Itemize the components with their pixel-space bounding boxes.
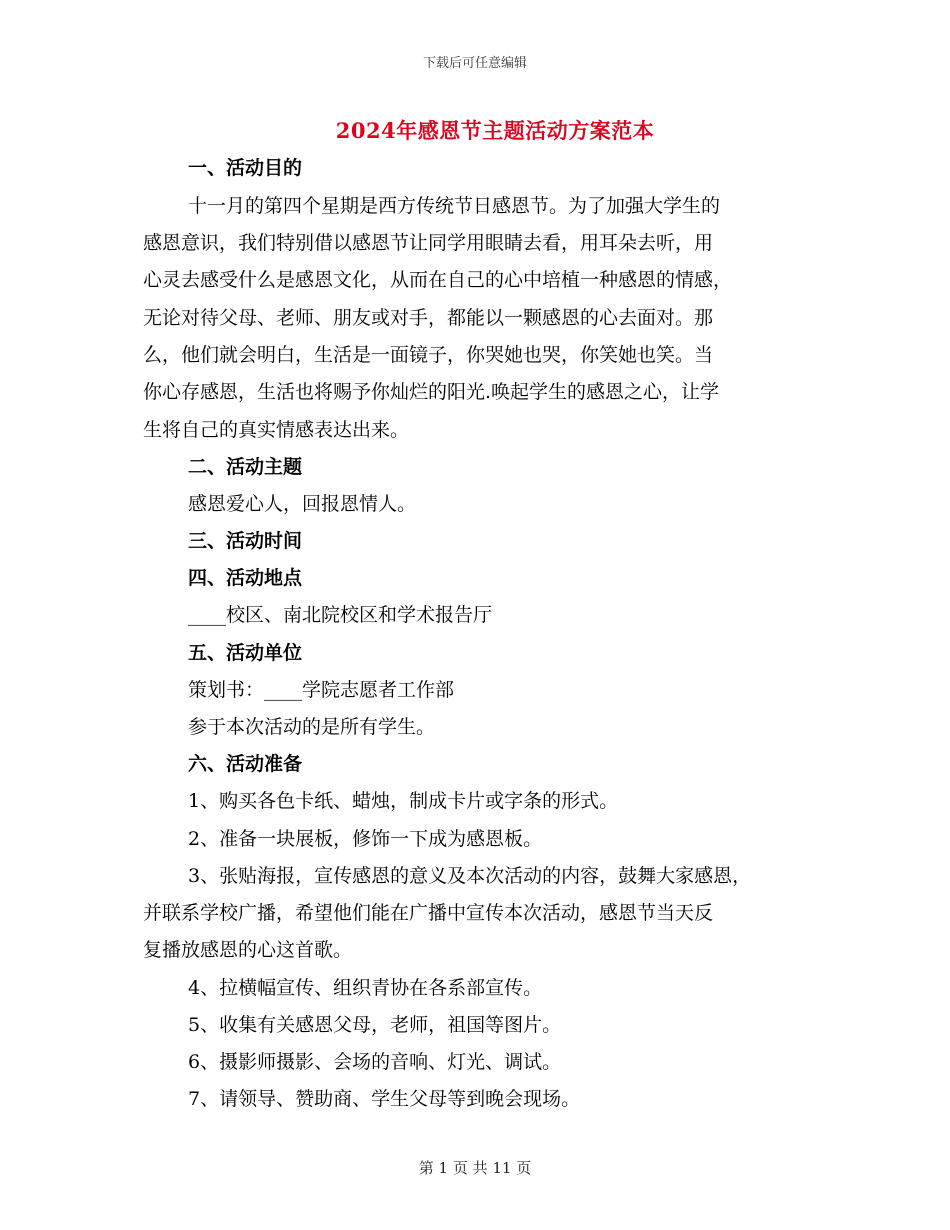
document-title: 2024年感恩节主题活动方案范本 xyxy=(335,118,655,143)
paragraph-line: 策划书：____学院志愿者工作部 xyxy=(188,679,455,701)
list-item: 3、张贴海报，宣传感恩的意义及本次活动的内容，鼓舞大家感恩， xyxy=(188,865,752,887)
list-item: 7、请领导、赞助商、学生父母等到晚会现场。 xyxy=(188,1088,581,1110)
section-heading-time: 三、活动时间 xyxy=(188,530,303,552)
paragraph-line: 你心存感恩，生活也将赐予你灿烂的阳光.唤起学生的感恩之心，让学 xyxy=(143,381,720,403)
list-item: 并联系学校广播，希望他们能在广播中宣传本次活动，感恩节当天反 xyxy=(143,902,714,924)
paragraph-line: 心灵去感受什么是感恩文化，从而在自己的心中培植一种感恩的情感， xyxy=(143,269,733,291)
paragraph-line: 参于本次活动的是所有学生。 xyxy=(188,716,436,738)
list-item: 6、摄影师摄影、会场的音响、灯光、调试。 xyxy=(188,1051,562,1073)
section-heading-location: 四、活动地点 xyxy=(188,567,303,589)
paragraph-line: 感恩爱心人，回报恩情人。 xyxy=(188,493,417,515)
paragraph-line: 生将自己的真实情感表达出来。 xyxy=(143,419,410,441)
header-note: 下载后可任意编辑 xyxy=(422,56,527,71)
list-item: 5、收集有关感恩父母，老师，祖国等图片。 xyxy=(188,1014,562,1036)
section-heading-purpose: 一、活动目的 xyxy=(188,157,303,179)
section-heading-organizer: 五、活动单位 xyxy=(188,642,303,664)
paragraph-line: 么，他们就会明白，生活是一面镜子，你哭她也哭，你笑她也笑。当 xyxy=(143,344,714,366)
list-item: 4、拉横幅宣传、组织青协在各系部宣传。 xyxy=(188,977,543,999)
paragraph-line: 无论对待父母、老师、朋友或对手，都能以一颗感恩的心去面对。那 xyxy=(143,307,714,329)
list-item: 2、准备一块展板，修饰一下成为感恩板。 xyxy=(188,828,543,850)
section-heading-theme: 二、活动主题 xyxy=(188,456,303,478)
list-item: 复播放感恩的心这首歌。 xyxy=(143,939,353,961)
paragraph-line: 十一月的第四个星期是西方传统节日感恩节。为了加强大学生的 xyxy=(188,195,721,217)
paragraph-line: 感恩意识，我们特别借以感恩节让同学用眼睛去看，用耳朵去听，用 xyxy=(143,232,714,254)
section-heading-preparation: 六、活动准备 xyxy=(188,753,303,775)
page-footer: 第 1 页 共 11 页 xyxy=(418,1159,532,1177)
paragraph-line: ____校区、南北院校区和学术报告厅 xyxy=(188,604,493,626)
list-item: 1、购买各色卡纸、蜡烛，制成卡片或字条的形式。 xyxy=(188,790,619,812)
